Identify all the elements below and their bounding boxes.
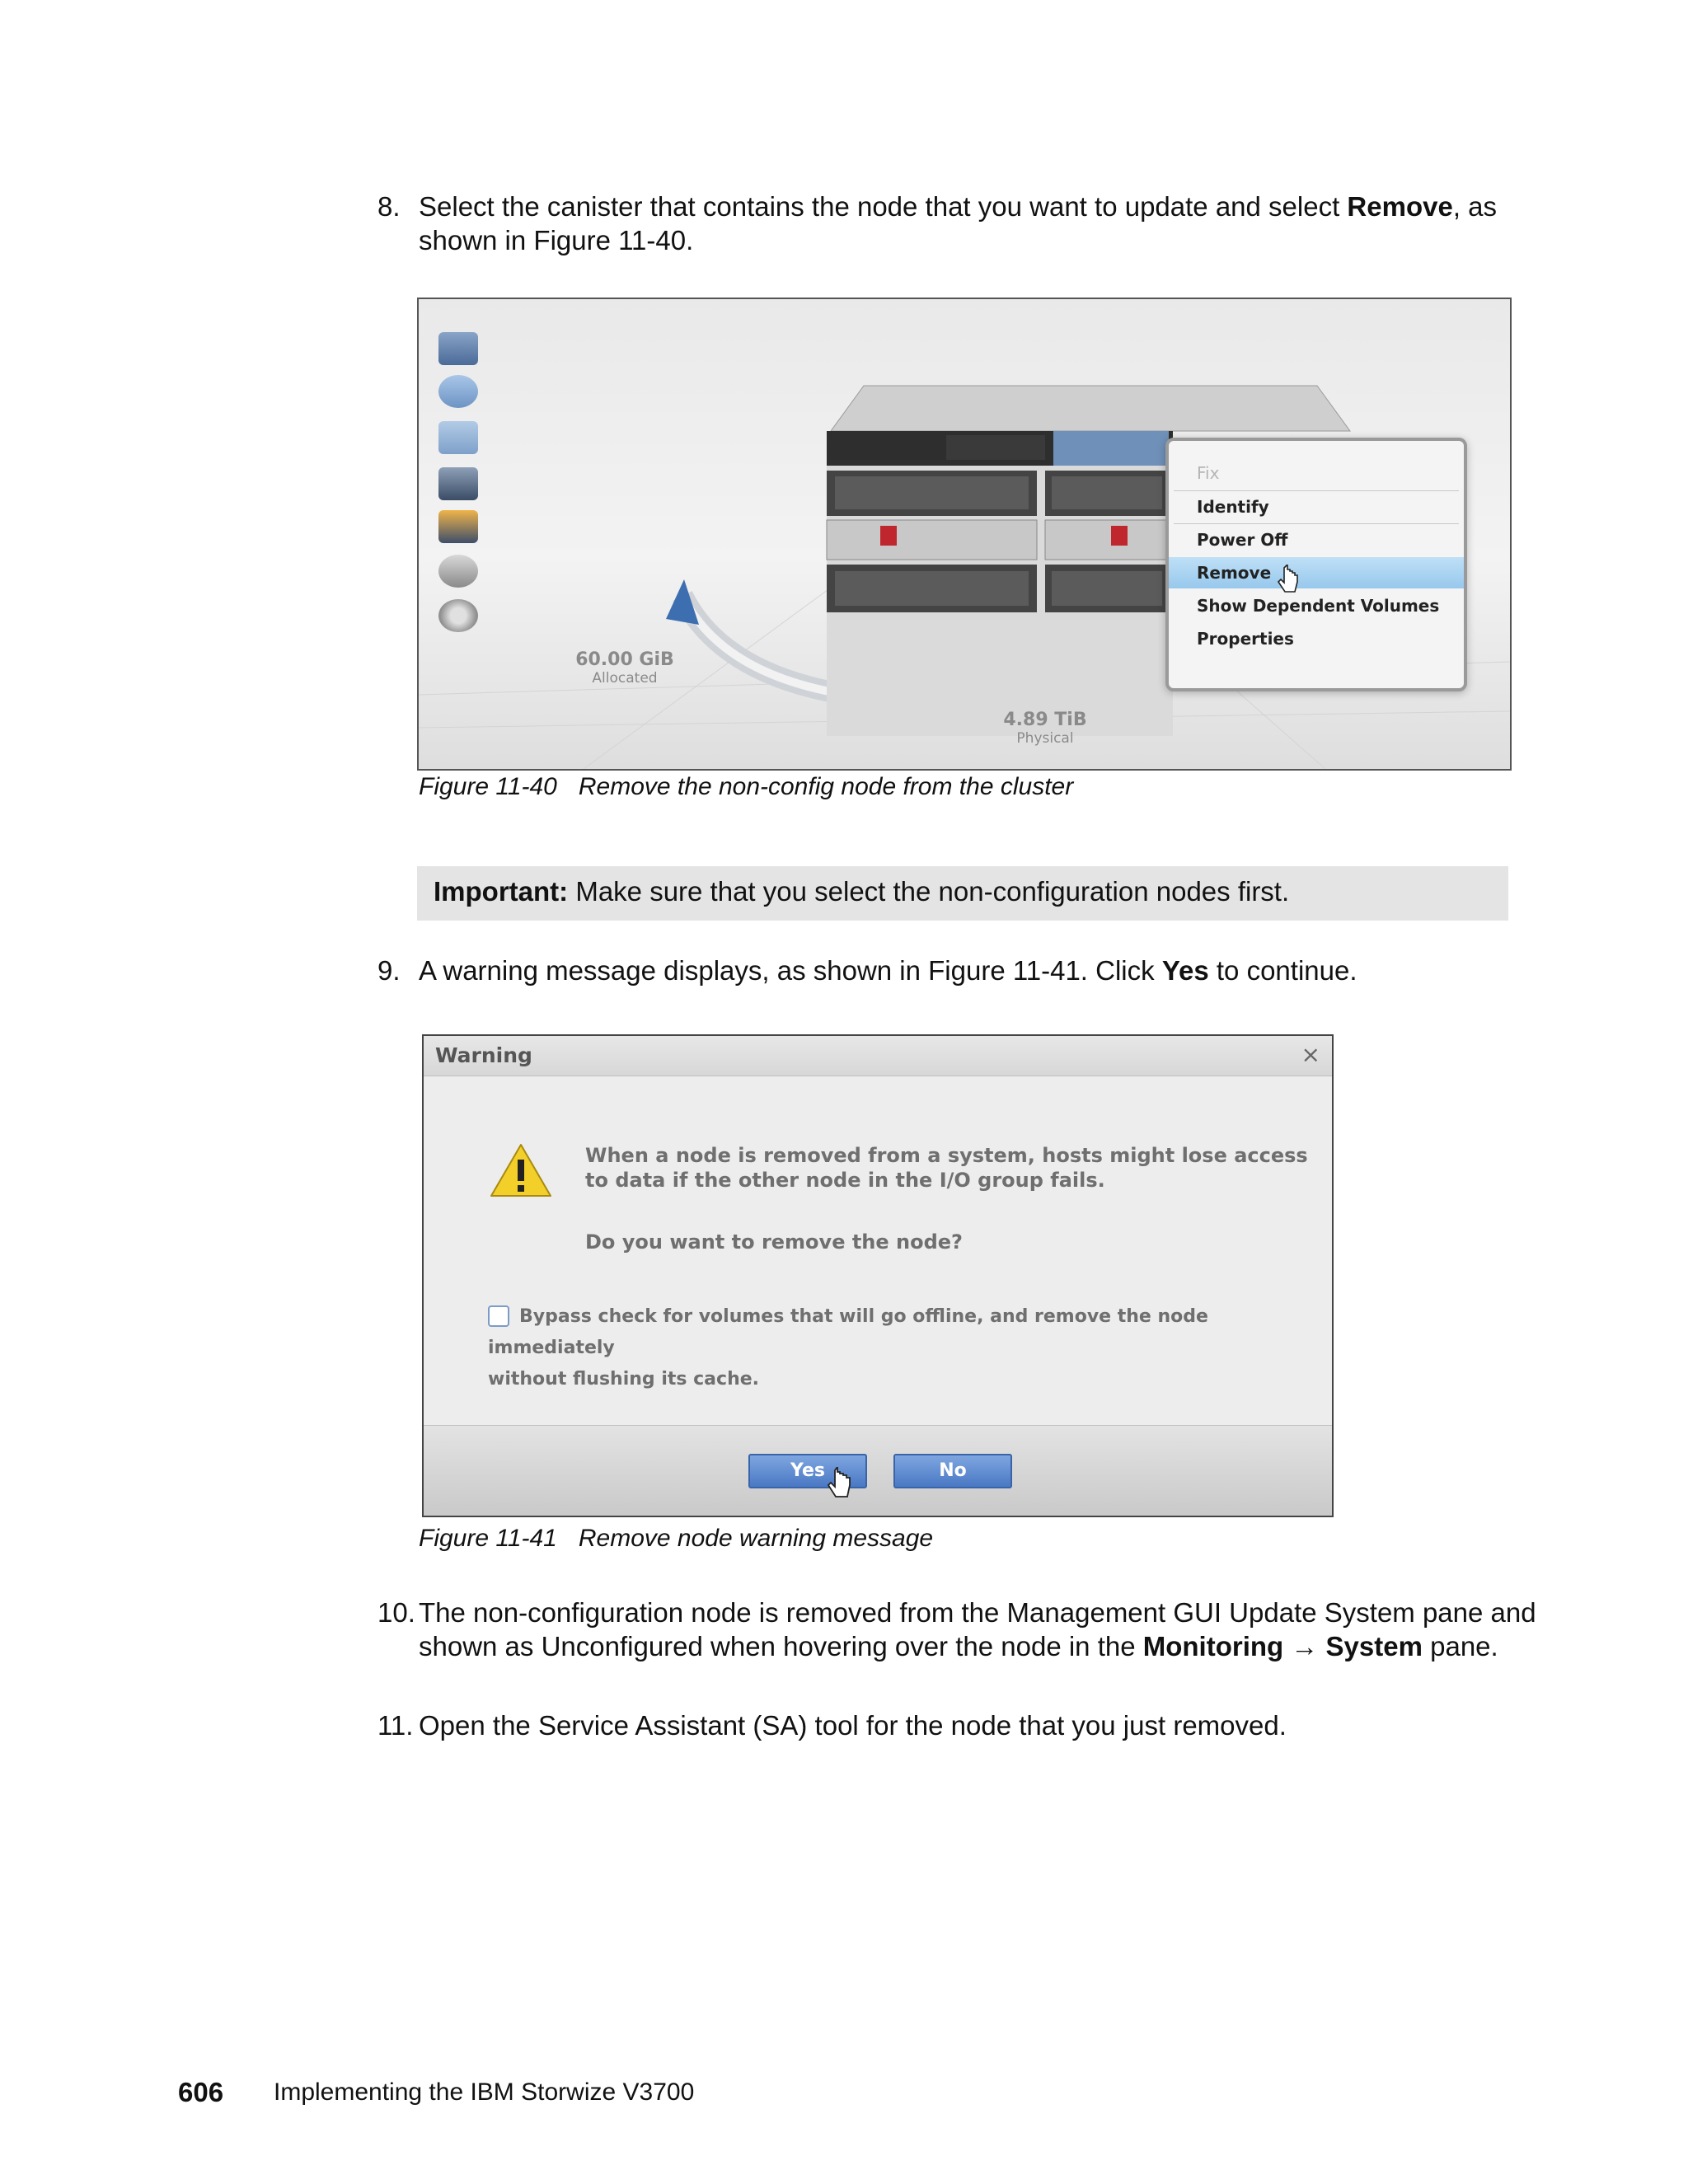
pools-icon[interactable] <box>438 375 478 408</box>
important-label: Important: <box>434 876 569 907</box>
step-text: A warning message displays, as shown in Figure 11-41. Click Yes to continue. <box>419 955 1357 986</box>
figure-11-40-screenshot <box>417 298 1512 771</box>
menu-item-show-dependent-volumes[interactable]: Show Dependent Volumes <box>1197 596 1440 616</box>
allocated-capacity: 60.00 GiB Allocated <box>575 649 674 687</box>
step-number: 11. <box>377 1710 414 1741</box>
menu-item-fix[interactable]: Fix <box>1197 463 1220 483</box>
yes-button[interactable]: Yes <box>748 1454 867 1488</box>
canister-context-menu <box>1165 438 1467 691</box>
book-title: Implementing the IBM Storwize V3700 <box>274 2079 695 2106</box>
no-button[interactable]: No <box>893 1454 1012 1488</box>
menu-item-properties[interactable]: Properties <box>1197 629 1294 649</box>
menu-item-power-off[interactable]: Power Off <box>1197 530 1288 550</box>
volumes-icon[interactable] <box>438 421 478 454</box>
dialog-titlebar <box>424 1036 1332 1076</box>
page-number: 606 <box>178 2077 224 2107</box>
hand-cursor-icon <box>825 1467 853 1505</box>
dialog-title: Warning <box>435 1043 532 1067</box>
step-number: 10. <box>377 1597 415 1628</box>
step-8 <box>377 190 1564 264</box>
important-note <box>417 866 1508 921</box>
step-number: 9. <box>377 955 401 986</box>
step-number: 8. <box>377 191 401 222</box>
warning-icon <box>488 1141 554 1199</box>
copy-services-icon[interactable] <box>438 510 478 543</box>
close-icon[interactable]: × <box>1301 1041 1320 1068</box>
step-10 <box>377 1596 1564 1699</box>
warning-message: When a node is removed from a system, hosts might lose access to data if the other node in the I/O group fails. <box>585 1144 1308 1192</box>
physical-capacity: 4.89 TiB Physical <box>1003 710 1087 747</box>
confirm-question: Do you want to remove the node? <box>585 1230 963 1254</box>
step-text: Select the canister that contains the node that you want to update and select Remove, as shown in Figure 11-40. <box>419 191 1498 255</box>
step-11 <box>377 1708 1564 1746</box>
step-text: Open the Service Assistant (SA) tool for the node that you just removed. <box>419 1710 1287 1741</box>
monitoring-icon[interactable] <box>438 332 478 365</box>
menu-item-remove[interactable]: Remove <box>1169 557 1464 588</box>
dialog-footer <box>424 1425 1332 1516</box>
access-icon[interactable] <box>438 555 478 588</box>
hand-cursor-icon <box>1276 565 1301 598</box>
figure-11-41-caption: Figure 11-41 Remove node warning message <box>419 1525 934 1552</box>
settings-icon[interactable] <box>438 599 478 632</box>
important-text: Make sure that you select the non-configuration nodes first. <box>568 876 1290 907</box>
step-9 <box>377 954 1564 991</box>
step-text: The non-configuration node is removed from the Management GUI Update System pane and shown as Unconfigured when hovering over the node in the Monitoring → System pane. <box>419 1597 1536 1661</box>
hosts-icon[interactable] <box>438 467 478 500</box>
menu-item-identify[interactable]: Identify <box>1197 497 1269 517</box>
figure-11-40-caption: Figure 11-40 Remove the non-config node from the cluster <box>419 773 1074 800</box>
warning-dialog <box>422 1034 1334 1517</box>
bypass-check-label: Bypass check for volumes that will go offline, and remove the node immediately without flushing its cache. <box>488 1306 1208 1390</box>
